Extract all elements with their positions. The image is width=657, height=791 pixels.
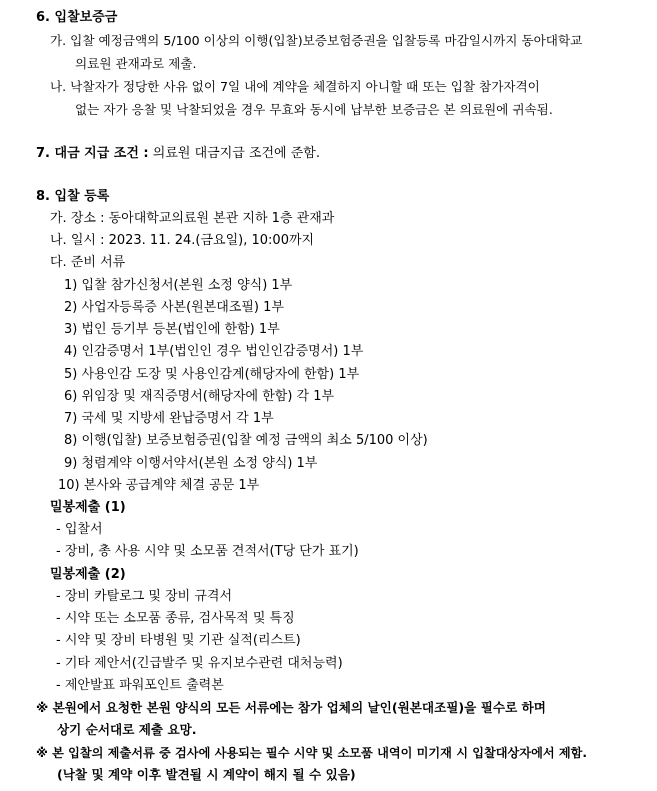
note-2: ※ 본 입찰의 제출서류 중 검사에 사용되는 필수 시약 및 소모품 내역이 미기재 시 입찰대상자에서 제함. [36,746,588,760]
sealed2-item: - 시약 또는 소모품 종류, 검사목적 및 특징 [56,611,295,626]
section8-item-na: 나. 일시 : 2023. 11. 24.(금요일), 10:00까지 [50,233,315,248]
note-2-cont: (낙찰 및 계약 이후 발견될 시 계약이 해지 될 수 있음) [57,767,356,782]
section6-item-ga: 가. 입찰 예정금액의 5/100 이상의 이행(입찰)보증보험증권을 입찰등록 마감일시까지 동아대학교 [50,33,583,48]
doc-list-item: 10) 본사와 공급계약 체결 공문 1부 [58,478,260,493]
section7-text: 의료원 대금지급 조건에 준함. [148,146,320,161]
section7 [36,145,320,163]
section7-title: 7. 대금 지급 조건 : [36,146,149,161]
section6-item-na-cont: 없는 자가 응찰 및 낙찰되었을 경우 무효와 동시에 납부한 보증금은 본 의료원에 귀속됨. [75,102,553,117]
sealed2-item: - 기타 제안서(긴급발주 및 유지보수관련 대처능력) [56,656,343,671]
doc-list-item: 7) 국세 및 지방세 완납증명서 각 1부 [64,411,274,426]
section6-item-ga-cont: 의료원 관재과로 제출. [75,56,197,71]
sealed2-title: 밀봉제출 (2) [50,567,126,582]
section6-title: 6. 입찰보증금 [36,10,118,25]
note-1: ※ 본원에서 요청한 본원 양식의 모든 서류에는 참가 업체의 날인(원본대조필)을 필수로 하며 [36,700,546,715]
sealed1-title: 밀봉제출 (1) [50,500,126,515]
doc-list-item: 5) 사용인감 도장 및 사용인감계(해당자에 한함) 1부 [64,367,360,382]
section8-item-da: 다. 준비 서류 [50,255,126,270]
sealed2-item: - 제안발표 파워포인트 출력본 [56,678,224,693]
section6-item-na: 나. 낙찰자가 정당한 사유 없이 7일 내에 계약을 체결하지 아니할 때 또는 입찰 참가자격이 [50,79,540,94]
sealed2-item: - 시약 및 장비 타병원 및 기관 실적(리스트) [56,633,301,648]
note-1-cont: 상기 순서대로 제출 요망. [57,722,197,737]
doc-list-item: 6) 위임장 및 재직증명서(해당자에 한함) 각 1부 [64,389,335,404]
doc-list-item: 4) 인감증명서 1부(법인인 경우 법인인감증명서) 1부 [64,344,364,359]
doc-list-item: 2) 사업자등록증 사본(원본대조필) 1부 [64,300,284,315]
doc-list-item: 3) 법인 등기부 등본(법인에 한함) 1부 [64,322,280,337]
doc-list-item: 8) 이행(입찰) 보증보험증권(입찰 예정 금액의 최소 5/100 이상) [64,433,428,448]
sealed2-item: - 장비 카탈로그 및 장비 규격서 [56,589,233,604]
sealed1-item: - 장비, 총 사용 시약 및 소모품 견적서(T당 단가 표기) [56,544,359,559]
doc-list-item: 9) 청렴계약 이행서약서(본원 소정 양식) 1부 [64,456,318,471]
section8-item-ga: 가. 장소 : 동아대학교의료원 본관 지하 1층 관재과 [50,211,335,226]
sealed1-item: - 입찰서 [56,522,103,537]
section8-title: 8. 입찰 등록 [36,189,110,204]
doc-list-item: 1) 입찰 참가신청서(본원 소정 양식) 1부 [64,278,293,293]
